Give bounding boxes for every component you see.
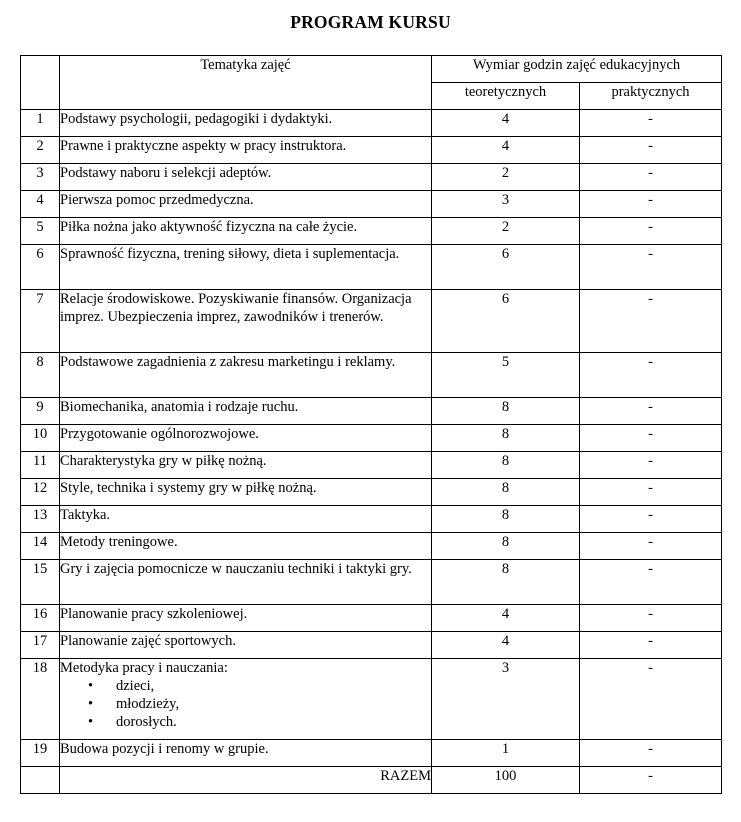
bullet-icon: • [88,696,94,712]
row-practice-hours: - [580,632,722,659]
row-practice-hours: - [580,425,722,452]
header-topic: Tematyka zajęć [60,56,432,110]
row-topic: Metodyka pracy i nauczania: [60,660,228,676]
row-number: 12 [21,479,60,506]
header-practice: praktycznych [580,83,722,110]
table-row [21,137,722,164]
row-practice-hours: - [580,533,722,560]
total-label: RAZEM [60,767,432,794]
table-row [21,560,722,605]
table-row [21,632,722,659]
row-theory-hours: 4 [432,110,580,137]
row-number: 7 [21,290,60,353]
row-theory-hours: 8 [432,533,580,560]
row-topic-with-list [60,659,432,740]
row-practice-hours: - [580,110,722,137]
total-number-cell [21,767,60,794]
table-row [21,479,722,506]
row-practice-hours: - [580,137,722,164]
row-theory-hours: 2 [432,164,580,191]
row-number: 13 [21,506,60,533]
row-practice-hours: - [580,398,722,425]
row-practice-hours: - [580,479,722,506]
total-theory-hours: 100 [432,767,580,794]
row-theory-hours: 5 [432,353,580,398]
row-theory-hours: 3 [432,191,580,218]
total-practice-hours: - [580,767,722,794]
row-theory-hours: 4 [432,632,580,659]
row-theory-hours: 6 [432,245,580,290]
list-item: • młodzieży, [88,696,180,712]
row-practice-hours: - [580,740,722,767]
table-row [21,398,722,425]
row-practice-hours: - [580,191,722,218]
header-hours-group: Wymiar godzin zajęć edukacyjnych [432,56,722,83]
row-theory-hours: 8 [432,425,580,452]
table-row [21,218,722,245]
row-practice-hours: - [580,659,722,740]
table-row [21,659,722,740]
bullet-icon: • [88,678,94,694]
row-topic: Charakterystyka gry w piłkę nożną. [60,452,432,479]
row-topic: Piłka nożna jako aktywność fizyczna na całe życie. [60,218,432,245]
row-theory-hours: 4 [432,137,580,164]
table-row [21,506,722,533]
row-theory-hours: 8 [432,452,580,479]
row-number: 14 [21,533,60,560]
table-row [21,164,722,191]
row-number: 3 [21,164,60,191]
row-number: 16 [21,605,60,632]
table-row [21,605,722,632]
row-number: 9 [21,398,60,425]
row-number: 6 [21,245,60,290]
table-header-row [21,56,722,83]
row-number: 11 [21,452,60,479]
row-topic: Biomechanika, anatomia i rodzaje ruchu. [60,398,432,425]
table-row [21,110,722,137]
course-program-table [20,55,722,794]
row-topic: Prawne i praktyczne aspekty w pracy instruktora. [60,137,432,164]
row-practice-hours: - [580,290,722,353]
row-practice-hours: - [580,164,722,191]
row-topic: Planowanie pracy szkoleniowej. [60,605,432,632]
row-practice-hours: - [580,218,722,245]
row-theory-hours: 8 [432,398,580,425]
total-row [21,767,722,794]
table-row [21,245,722,290]
row-topic: Taktyka. [60,506,432,533]
row-topic: Podstawy psychologii, pedagogiki i dydaktyki. [60,110,432,137]
row-number: 2 [21,137,60,164]
row-theory-hours: 8 [432,506,580,533]
row-theory-hours: 3 [432,659,580,740]
row-topic: Metody treningowe. [60,533,432,560]
row-topic: Podstawowe zagadnienia z zakresu marketingu i reklamy. [60,353,432,398]
row-topic: Przygotowanie ogólnorozwojowe. [60,425,432,452]
row-number: 18 [21,659,60,740]
table-row [21,425,722,452]
table-row [21,452,722,479]
row-number: 5 [21,218,60,245]
row-practice-hours: - [580,353,722,398]
row-practice-hours: - [580,245,722,290]
page-title: PROGRAM KURSU [290,12,451,32]
row-practice-hours: - [580,605,722,632]
row-theory-hours: 8 [432,479,580,506]
row-topic: Planowanie zajęć sportowych. [60,632,432,659]
table-row [21,191,722,218]
row-number: 1 [21,110,60,137]
table-row [21,533,722,560]
row-number: 15 [21,560,60,605]
row-topic: Style, technika i systemy gry w piłkę nożną. [60,479,432,506]
row-number: 8 [21,353,60,398]
row-number: 4 [21,191,60,218]
row-number: 19 [21,740,60,767]
table-row [21,353,722,398]
row-topic: Relacje środowiskowe. Pozyskiwanie finansów. Organizacja imprez. Ubezpieczenia imprez, zawodników i trenerów. [60,290,432,353]
row-theory-hours: 6 [432,290,580,353]
bullet-icon: • [88,714,94,730]
row-theory-hours: 8 [432,560,580,605]
row-practice-hours: - [580,452,722,479]
list-item: • dorosłych. [88,714,177,730]
row-theory-hours: 2 [432,218,580,245]
row-topic: Podstawy naboru i selekcji adeptów. [60,164,432,191]
row-topic: Budowa pozycji i renomy w grupie. [60,740,432,767]
row-practice-hours: - [580,560,722,605]
row-theory-hours: 1 [432,740,580,767]
row-number: 17 [21,632,60,659]
header-number [21,56,60,110]
row-number: 10 [21,425,60,452]
row-topic: Pierwsza pomoc przedmedyczna. [60,191,432,218]
row-topic: Gry i zajęcia pomocnicze w nauczaniu techniki i taktyki gry. [60,560,432,605]
row-practice-hours: - [580,506,722,533]
table-row [21,290,722,353]
list-item: • dzieci, [88,678,155,694]
row-topic: Sprawność fizyczna, trening siłowy, dieta i suplementacja. [60,245,432,290]
topic-bullet-list [60,677,431,731]
table-row [21,740,722,767]
header-theory: teoretycznych [432,83,580,110]
row-theory-hours: 4 [432,605,580,632]
